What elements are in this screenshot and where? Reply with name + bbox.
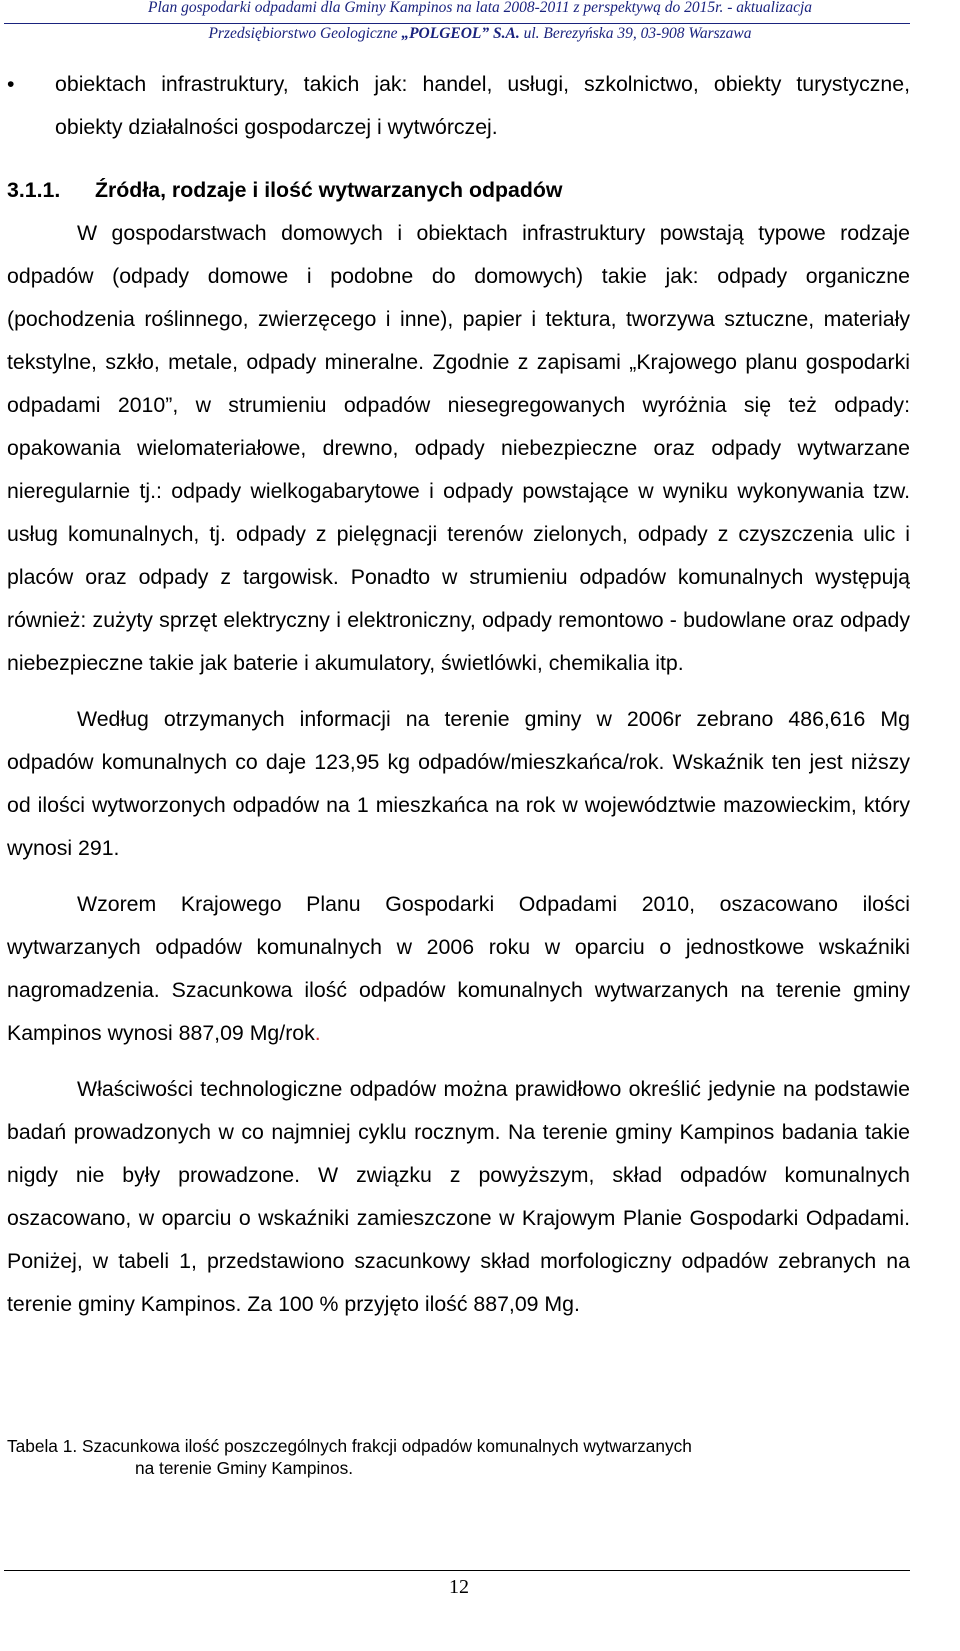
header-document-title: Plan gospodarki odpadami dla Gminy Kampinos na lata 2008-2011 z perspektywą do 2015r. - aktualizacja: [147, 0, 813, 16]
bullet-list-item: [7, 63, 910, 149]
bullet-icon: •: [7, 72, 15, 96]
header-company-address: ul. Berezyńska 39, 03-908 Warszawa: [519, 25, 752, 42]
header-divider: [4, 23, 910, 24]
paragraph-estimation-end: .: [314, 1021, 321, 1045]
table-caption-line2: na terenie Gminy Kampinos.: [135, 1458, 354, 1478]
paragraph-waste-types: W gospodarstwach domowych i obiektach infrastruktury powstają typowe rodzaje odpadów (odpady domowe i podobne do domowych) takie jak: odpady organiczne (pochodzenia roślinnego, zwierzęcego i inne), papier i tektura, tworzywa sztuczne, materiały tekstylne, szkło, metale, odpady mineralne. Zgodnie z zapisami „Krajowego planu gospodarki odpadami 2010”, w strumieniu odpadów niesegregowanych wyróżnia się też odpady: opakowania wielomateriałowe, drewno, odpady niebezpieczne oraz odpady wytwarzane nieregularnie tj.: odpady wielkogabarytowe i odpady powstające w wyniku wykonywania tzw. usług komunalnych, tj. odpady z pielęgnacji terenów zielonych, odpady z czyszczenia ulic i placów oraz odpady z targowisk. Ponadto w strumieniu odpadów komunalnych występują również: zużyty sprzęt elektryczny i elektroniczny, odpady remontowo - budowlane oraz odpady niebezpieczne takie jak baterie i akumulatory, świetlówki, chemikalia itp.: [7, 221, 910, 675]
section-heading: [7, 169, 910, 212]
page-number: 12: [449, 1576, 469, 1598]
header-company-line: [0, 24, 960, 43]
section-title: Źródła, rodzaje i ilość wytwarzanych odpadów: [95, 178, 563, 202]
table-caption: [7, 1435, 910, 1479]
paragraph-estimation: [7, 883, 910, 1055]
header-company-prefix: Przedsiębiorstwo Geologiczne: [208, 25, 402, 42]
table-caption-line1: Tabela 1. Szacunkowa ilość poszczególnych frakcji odpadów komunalnych wytwarzanych: [7, 1436, 692, 1456]
page-header: [0, 0, 960, 43]
footer-divider: [4, 1570, 910, 1571]
paragraph-composition: Właściwości technologiczne odpadów można prawidłowo określić jedynie na podstawie badań prowadzonych w co najmniej cyklu rocznym. Na terenie gminy Kampinos badania takie nigdy nie były prowadzone. W związku z powyższym, skład odpadów komunalnych oszacowano, w oparciu o wskaźniki zamieszczone w Krajowym Planie Gospodarki Odpadami. Poniżej, w tabeli 1, przedstawiono szacunkowy skład morfologiczny odpadów zebranych na terenie gminy Kampinos. Za 100 % przyjęto ilość 887,09 Mg.: [7, 1077, 910, 1316]
page-body: [7, 63, 910, 1326]
header-company-name: „POLGEOL” S.A.: [401, 25, 520, 42]
bullet-text: obiektach infrastruktury, takich jak: handel, usługi, szkolnictwo, obiekty turystyczne, obiekty działalności gospodarczej i wytwórczej.: [55, 72, 910, 139]
section-number: 3.1.1.: [7, 178, 61, 202]
paragraph-collected-waste: Według otrzymanych informacji na terenie gminy w 2006r zebrano 486,616 Mg odpadów komunalnych co daje 123,95 kg odpadów/mieszkańca/rok. Wskaźnik ten jest niższy od ilości wytworzonych odpadów na 1 mieszkańca na rok w województwie mazowieckim, który wynosi 291.: [7, 707, 910, 860]
paragraph-estimation-text: Wzorem Krajowego Planu Gospodarki Odpadami 2010, oszacowano ilości wytwarzanych odpadów komunalnych w 2006 roku w oparciu o jednostkowe wskaźniki nagromadzenia. Szacunkowa ilość odpadów komunalnych wytwarzanych na terenie gminy Kampinos wynosi 887,09 Mg/rok: [7, 892, 910, 1045]
